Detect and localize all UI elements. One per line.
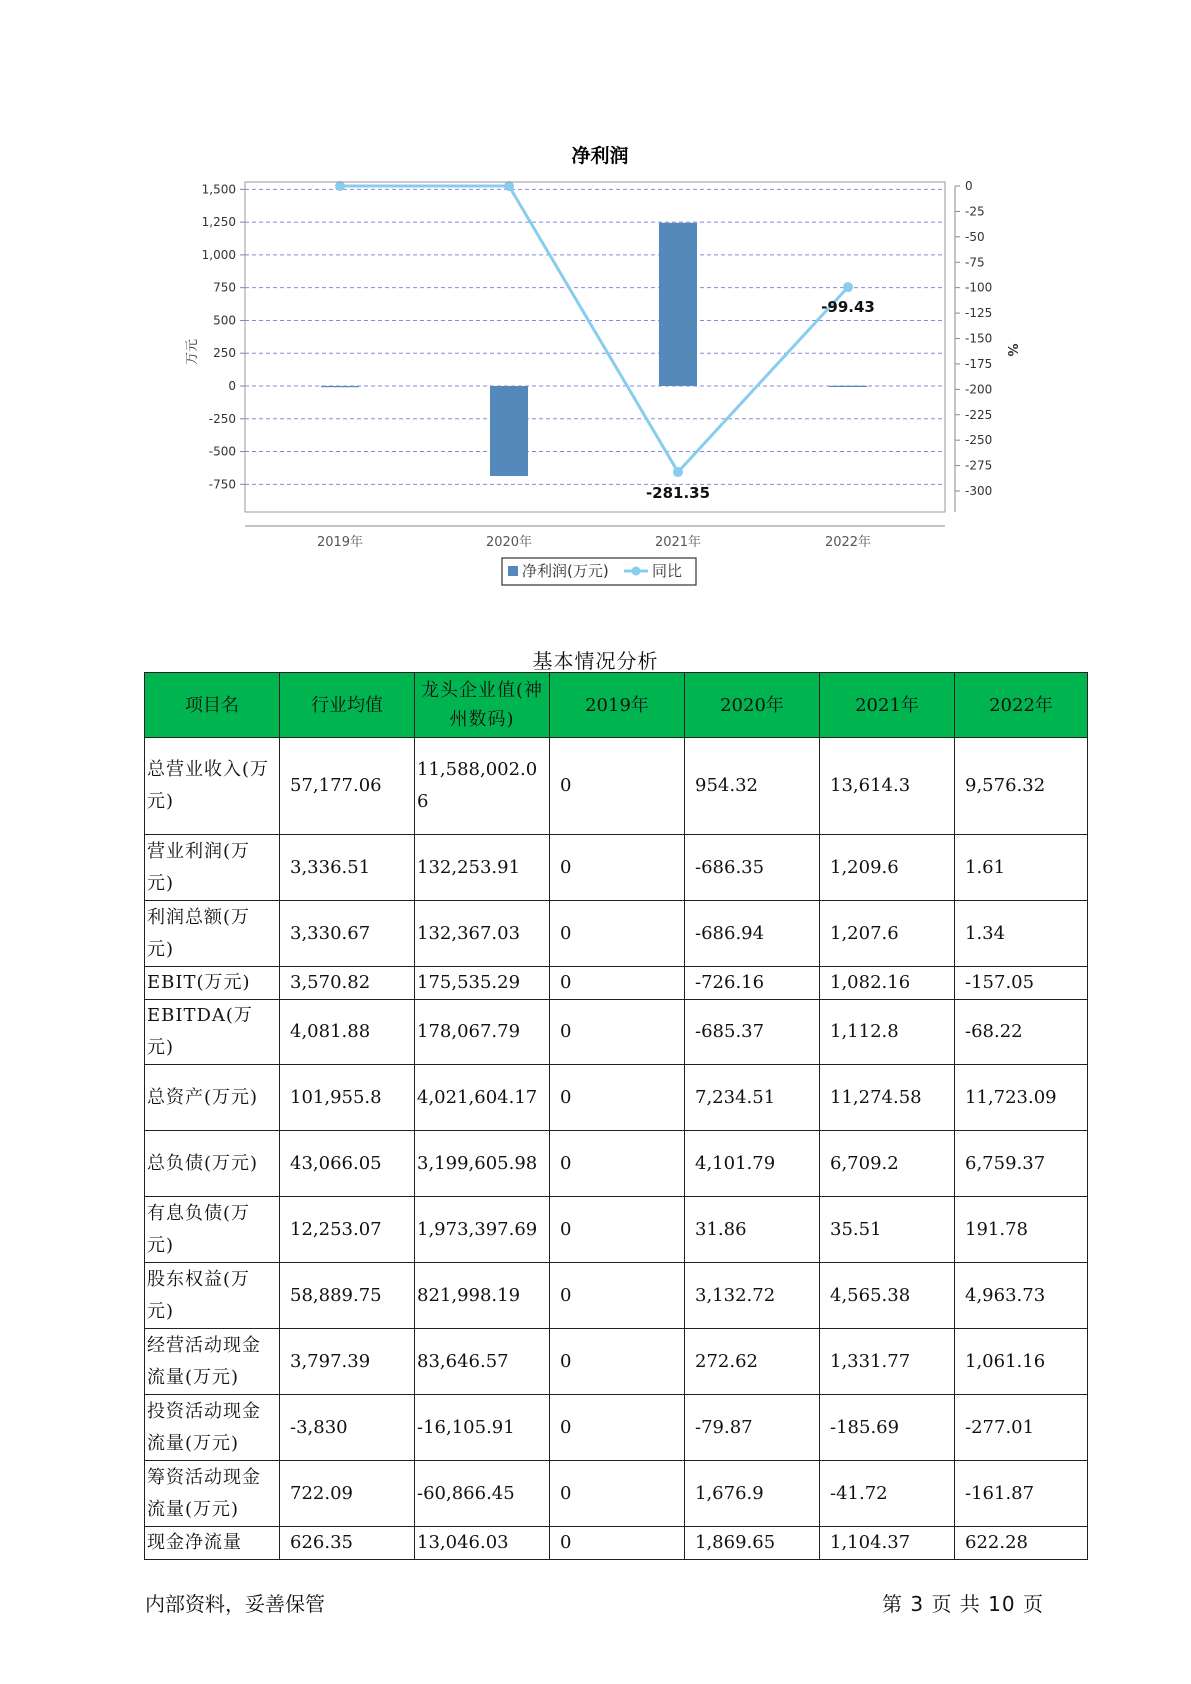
row-label: EBIT(万元)	[145, 967, 280, 1000]
table-cell: 0	[550, 1461, 685, 1527]
left-tick-label: 250	[213, 346, 236, 361]
table-header-cell: 2021年	[820, 673, 955, 738]
left-tick-label: 500	[213, 313, 236, 328]
table-cell: 722.09	[280, 1461, 415, 1527]
table-cell: 12,253.07	[280, 1197, 415, 1263]
table-cell: 191.78	[955, 1197, 1088, 1263]
left-tick-label: -750	[208, 477, 236, 492]
table-cell: 101,955.8	[280, 1065, 415, 1131]
table-cell: 1.34	[955, 901, 1088, 967]
right-tick-label: -300	[965, 484, 993, 498]
left-tick-label: 1,250	[201, 215, 236, 230]
table-cell: 821,998.19	[415, 1263, 550, 1329]
table-row	[145, 1395, 1088, 1461]
table-cell: 13,614.3	[820, 738, 955, 835]
x-tick-label: 2021年	[654, 535, 702, 550]
row-label: 现金净流量	[145, 1527, 280, 1560]
row-label: EBITDA(万元)	[145, 1000, 280, 1065]
table-cell: 1,207.6	[820, 901, 955, 967]
table-cell: 0	[550, 738, 685, 835]
table-cell: 4,081.88	[280, 1000, 415, 1065]
bar-net-profit	[659, 223, 697, 386]
table-cell: 1,676.9	[685, 1461, 820, 1527]
table-cell: 3,797.39	[280, 1329, 415, 1395]
row-label: 有息负债(万元)	[145, 1197, 280, 1263]
table-cell: 0	[550, 1000, 685, 1065]
table-cell: 3,336.51	[280, 835, 415, 901]
table-cell: -157.05	[955, 967, 1088, 1000]
table-cell: 132,367.03	[415, 901, 550, 967]
table-cell: 0	[550, 901, 685, 967]
x-tick-label: 2022年	[824, 535, 872, 550]
table-cell: 0	[550, 1395, 685, 1461]
chart-title: 净利润	[571, 145, 629, 167]
table-header-cell: 2019年	[550, 673, 685, 738]
left-tick-label: 0	[228, 379, 236, 393]
table-cell: 1,209.6	[820, 835, 955, 901]
table-cell: 11,723.09	[955, 1065, 1088, 1131]
table-row	[145, 1000, 1088, 1065]
row-label: 经营活动现金流量(万元)	[145, 1329, 280, 1395]
table-cell: 4,101.79	[685, 1131, 820, 1197]
chart-legend	[502, 558, 696, 585]
right-tick-label: -125	[965, 306, 993, 321]
table-cell: 1.61	[955, 835, 1088, 901]
table-header-row	[145, 673, 1088, 738]
right-tick-label: -75	[965, 255, 985, 270]
right-tick-label: -150	[965, 331, 993, 346]
x-tick-label: 2020年	[485, 535, 533, 550]
table-cell: 43,066.05	[280, 1131, 415, 1197]
table-header-cell: 2020年	[685, 673, 820, 738]
table-cell: 1,082.16	[820, 967, 955, 1000]
table-cell: 11,588,002.06	[415, 738, 550, 835]
table-row	[145, 1461, 1088, 1527]
net-profit-chart	[0, 0, 1191, 600]
left-tick-label: 1,000	[201, 247, 236, 262]
x-tick-label: 2019年	[316, 535, 364, 550]
right-tick-label: -50	[965, 229, 985, 244]
table-cell: 35.51	[820, 1197, 955, 1263]
table-header-cell: 行业均值	[280, 673, 415, 738]
page-number: 第 3 页 共 10 页	[882, 1592, 1044, 1616]
left-tick-label: 1,500	[201, 182, 236, 197]
table-cell: 626.35	[280, 1527, 415, 1560]
table-cell: 11,274.58	[820, 1065, 955, 1131]
left-tick-label: -500	[208, 444, 236, 459]
table-cell: -277.01	[955, 1395, 1088, 1461]
left-axis-label: 万元	[185, 338, 200, 366]
right-tick-label: 0	[965, 179, 973, 193]
table-cell: 1,331.77	[820, 1329, 955, 1395]
row-label: 利润总额(万元)	[145, 901, 280, 967]
table-cell: 272.62	[685, 1329, 820, 1395]
table-header-cell: 龙头企业值(神州数码)	[415, 673, 550, 738]
table-cell: 3,330.67	[280, 901, 415, 967]
table-header-cell: 项目名	[145, 673, 280, 738]
table-cell: 1,112.8	[820, 1000, 955, 1065]
plot-area	[245, 182, 945, 512]
table-cell: 1,104.37	[820, 1527, 955, 1560]
table-cell: -3,830	[280, 1395, 415, 1461]
table-cell: 31.86	[685, 1197, 820, 1263]
table-row	[145, 1329, 1088, 1395]
table-cell: 6,709.2	[820, 1131, 955, 1197]
table-cell: 954.32	[685, 738, 820, 835]
table-cell: 83,646.57	[415, 1329, 550, 1395]
left-tick-label: 750	[213, 280, 236, 295]
table-cell: 132,253.91	[415, 835, 550, 901]
table-row	[145, 1527, 1088, 1560]
table-row	[145, 901, 1088, 967]
annotation-label: -99.43	[821, 298, 875, 316]
table-cell: -161.87	[955, 1461, 1088, 1527]
table-cell: 9,576.32	[955, 738, 1088, 835]
right-axis-label: %	[1004, 343, 1019, 357]
table-row	[145, 738, 1088, 835]
table-cell: 6,759.37	[955, 1131, 1088, 1197]
legend-bar-swatch	[508, 566, 518, 576]
table-cell: 175,535.29	[415, 967, 550, 1000]
row-label: 筹资活动现金流量(万元)	[145, 1461, 280, 1527]
table-cell: 13,046.03	[415, 1527, 550, 1560]
row-label: 总负债(万元)	[145, 1131, 280, 1197]
row-label: 营业利润(万元)	[145, 835, 280, 901]
table-row	[145, 1065, 1088, 1131]
right-tick-label: -250	[965, 433, 993, 448]
right-tick-label: -25	[965, 204, 985, 219]
yoy-point	[673, 467, 683, 477]
table-cell: -16,105.91	[415, 1395, 550, 1461]
table-cell: 1,869.65	[685, 1527, 820, 1560]
table-cell: 0	[550, 1131, 685, 1197]
table-title: 基本情况分析	[532, 649, 659, 673]
table-cell: -60,866.45	[415, 1461, 550, 1527]
yoy-line	[340, 186, 848, 472]
bar-net-profit	[490, 386, 528, 476]
basic-analysis-table	[144, 672, 1088, 1560]
yoy-point	[843, 282, 853, 292]
legend-label-net-profit: 净利润(万元)	[522, 562, 609, 580]
table-cell: 0	[550, 1329, 685, 1395]
table-cell: 0	[550, 835, 685, 901]
table-cell: 58,889.75	[280, 1263, 415, 1329]
table-cell: 0	[550, 1527, 685, 1560]
footer-note: 内部资料，妥善保管	[145, 1592, 325, 1616]
table-cell: 4,565.38	[820, 1263, 955, 1329]
table-row	[145, 967, 1088, 1000]
legend-line-marker	[632, 567, 641, 576]
table-cell: 1,973,397.69	[415, 1197, 550, 1263]
row-label: 总资产(万元)	[145, 1065, 280, 1131]
right-tick-label: -200	[965, 382, 993, 397]
table-cell: 3,132.72	[685, 1263, 820, 1329]
table-cell: -185.69	[820, 1395, 955, 1461]
table-cell: 3,570.82	[280, 967, 415, 1000]
legend-label-yoy: 同比	[652, 562, 683, 580]
annotation-label: -281.35	[645, 484, 711, 502]
table-cell: 4,963.73	[955, 1263, 1088, 1329]
table-cell: -79.87	[685, 1395, 820, 1461]
bar-net-profit	[829, 386, 867, 387]
table-cell: 0	[550, 1263, 685, 1329]
right-tick-label: -175	[965, 356, 993, 371]
table-cell: 1,061.16	[955, 1329, 1088, 1395]
left-tick-label: -250	[208, 411, 236, 426]
table-cell: -685.37	[685, 1000, 820, 1065]
table-cell: 178,067.79	[415, 1000, 550, 1065]
table-cell: 0	[550, 1197, 685, 1263]
table-cell: 7,234.51	[685, 1065, 820, 1131]
table-cell: -686.94	[685, 901, 820, 967]
table-cell: -41.72	[820, 1461, 955, 1527]
table-cell: 622.28	[955, 1527, 1088, 1560]
right-tick-label: -275	[965, 458, 993, 473]
table-cell: -686.35	[685, 835, 820, 901]
table-header-cell: 2022年	[955, 673, 1088, 738]
table-cell: 4,021,604.17	[415, 1065, 550, 1131]
table-row	[145, 1263, 1088, 1329]
row-label: 投资活动现金流量(万元)	[145, 1395, 280, 1461]
bar-net-profit	[321, 386, 359, 387]
row-label: 总营业收入(万元)	[145, 738, 280, 835]
table-cell: 0	[550, 1065, 685, 1131]
table-cell: 3,199,605.98	[415, 1131, 550, 1197]
table-row	[145, 1131, 1088, 1197]
table-cell: 0	[550, 967, 685, 1000]
table-row	[145, 835, 1088, 901]
table-row	[145, 1197, 1088, 1263]
right-tick-label: -100	[965, 280, 993, 295]
row-label: 股东权益(万元)	[145, 1263, 280, 1329]
right-tick-label: -225	[965, 407, 993, 422]
table-cell: -68.22	[955, 1000, 1088, 1065]
table-cell: -726.16	[685, 967, 820, 1000]
table-cell: 57,177.06	[280, 738, 415, 835]
